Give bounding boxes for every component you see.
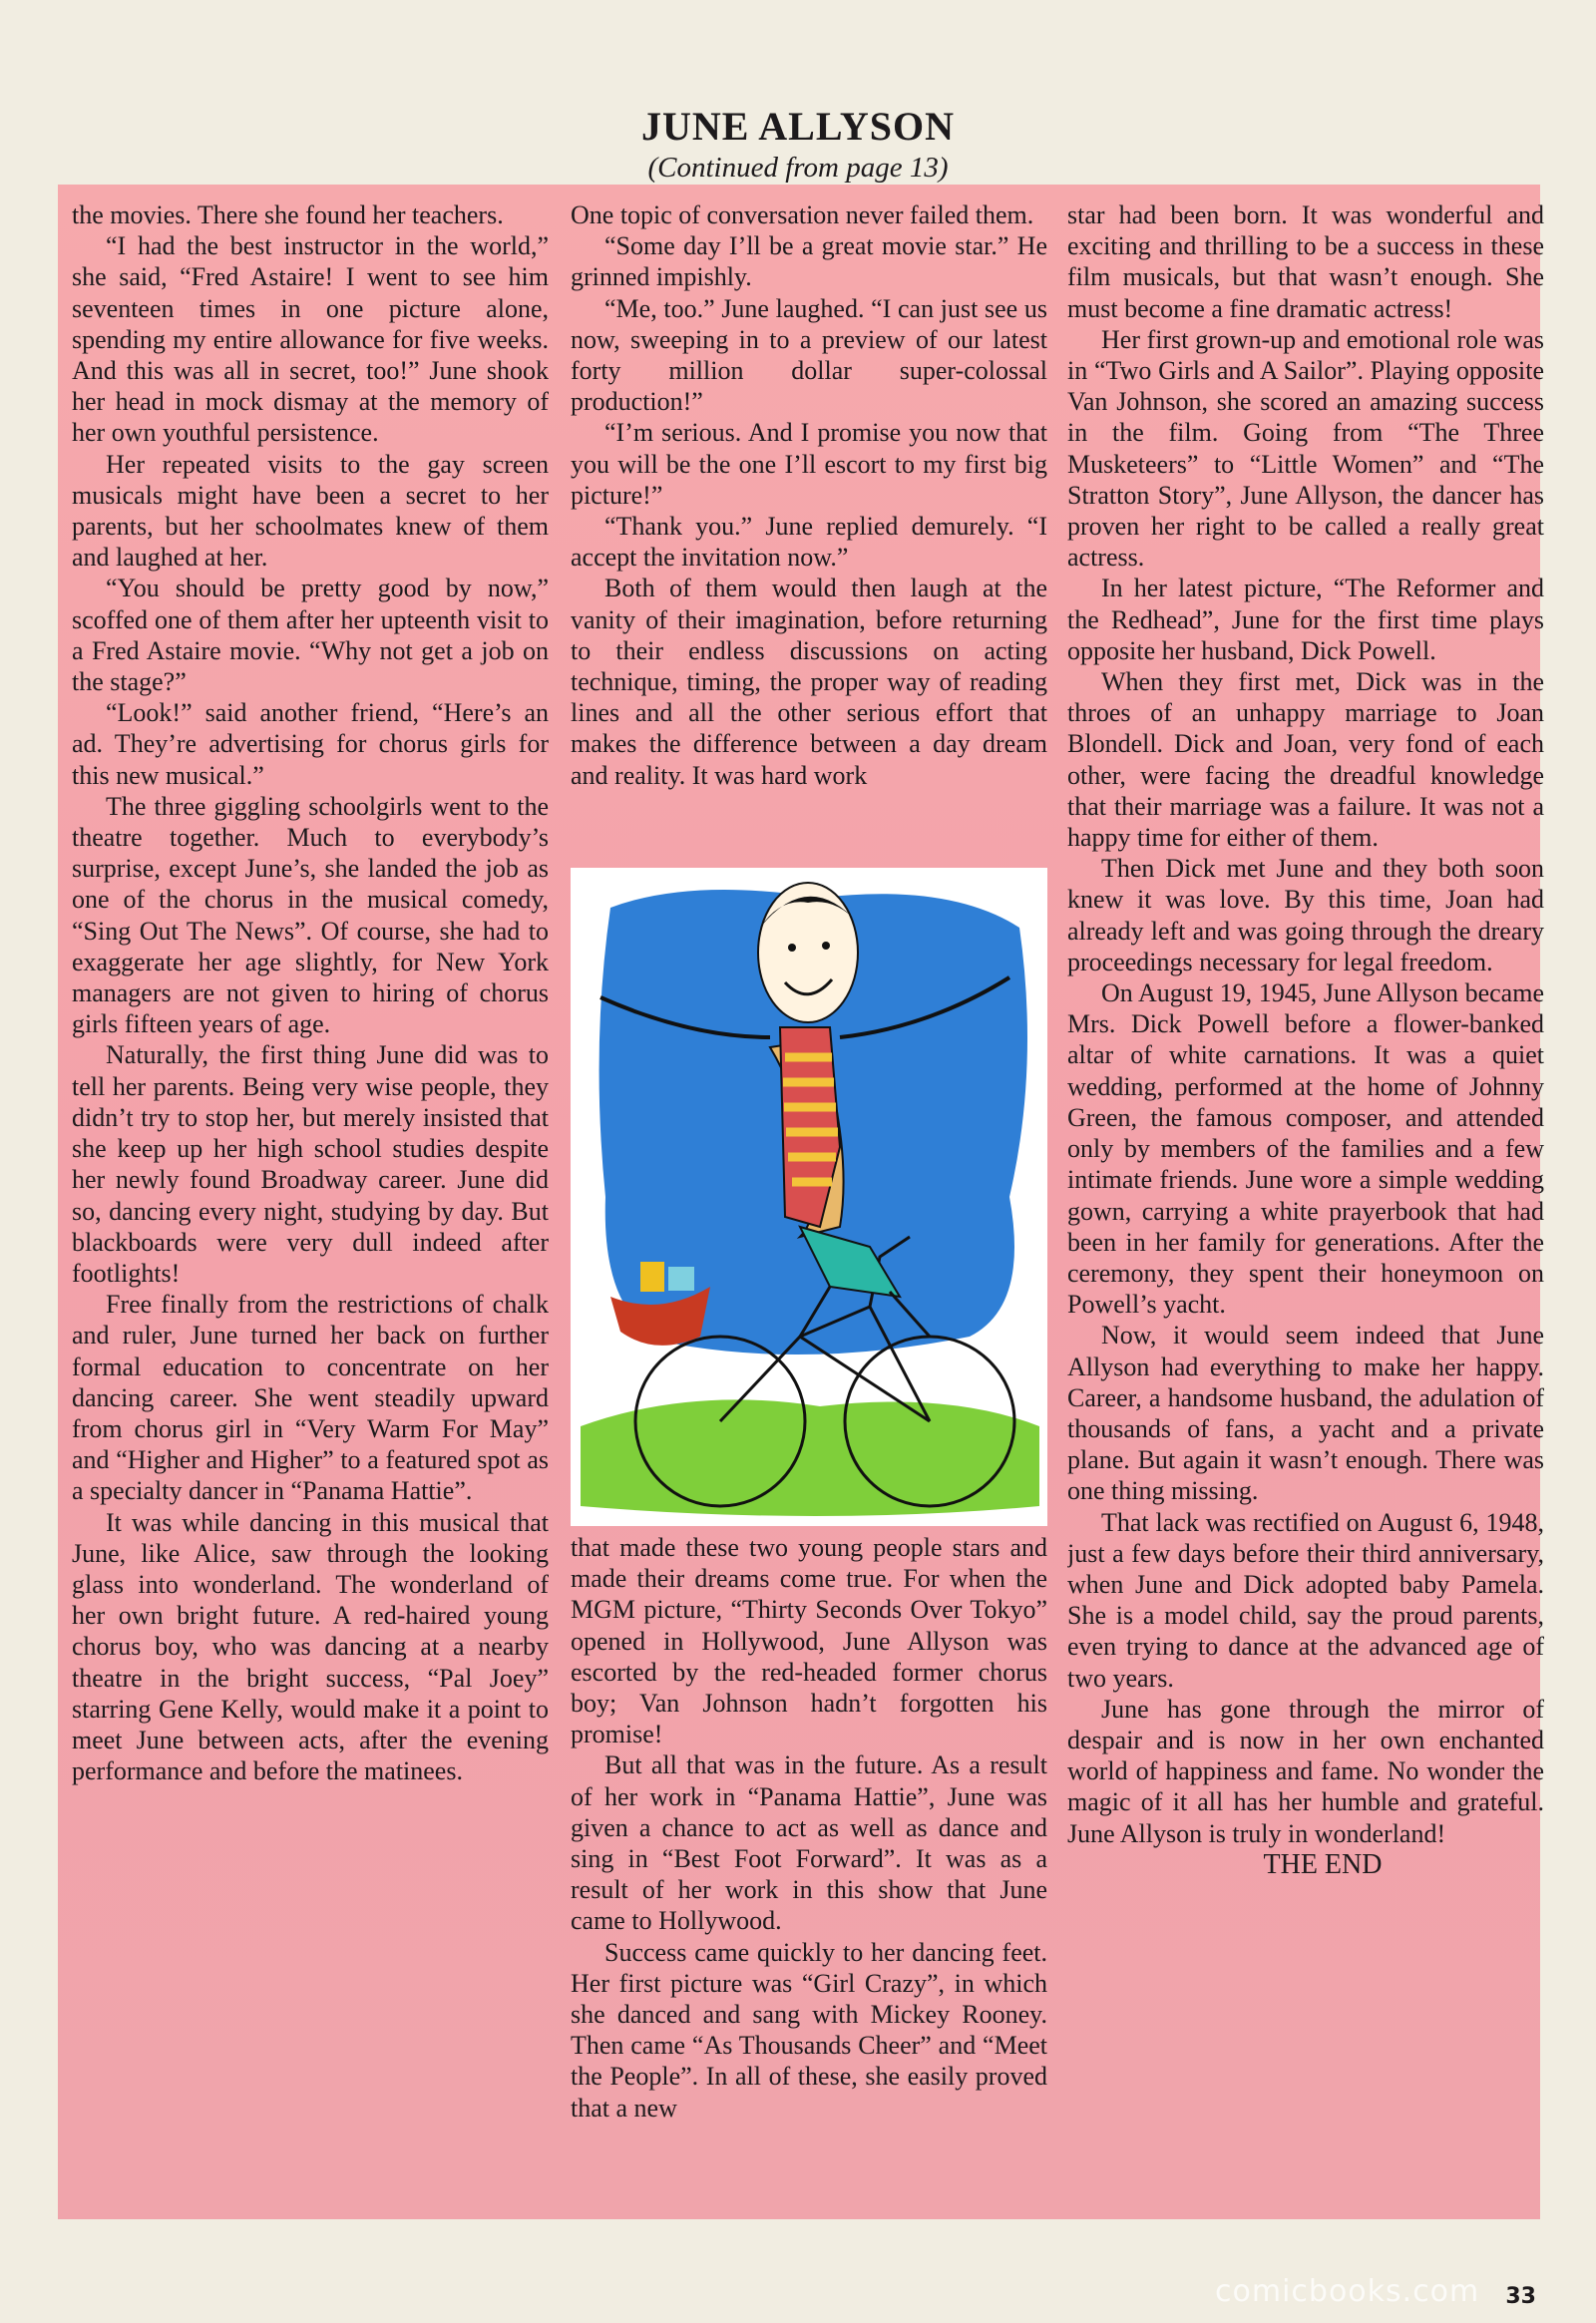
paragraph: Naturally, the first thing June did was to tell her parents. Being very wise people, they didn’t try to stop her, but merely insisted that she keep up her high school studies despite her newly found Broadway career. June did so, dancing every night, studying by day. But blackboards were very dull indeed after footlights!: [72, 1040, 549, 1288]
paragraph: “I’m serious. And I promise you now that you will be the one I’ll escort to my first big picture!”: [571, 418, 1047, 510]
paragraph: Her repeated visits to the gay screen musicals might have been a secret to her parents, but her schoolmates knew of them and laughed at her.: [72, 449, 549, 573]
continued-note: (Continued from page 13): [647, 152, 949, 184]
paragraph: that made these two young people stars and made their dreams come true. For when the MGM picture, “Thirty Seconds Over Tokyo” opened in Hollywood, June Allyson was escorted by the red-headed former chorus boy; Van Johnson hadn’t forgotten his promise!: [571, 1533, 1047, 1749]
paragraph: “Me, too.” June laughed. “I can just see us now, sweeping in to a preview of our latest forty million dollar super-colossal production!”: [571, 293, 1047, 417]
paragraph: “Look!” said another friend, “Here’s an ad. They’re advertising for chorus girls for this new musical.”: [72, 698, 549, 790]
text-column-3: [1067, 199, 1544, 2224]
paragraph: But all that was in the future. As a result of her work in “Panama Hattie”, June was given a chance to act as well as dance and sing in “Best Foot Forward”. It was as a result of her work in this show that June came to Hollywood.: [571, 1750, 1047, 1936]
paragraph: In her latest picture, “The Reformer and the Redhead”, June for the first time plays opposite her husband, Dick Powell.: [1067, 574, 1544, 665]
text-column-2: [571, 199, 1047, 2224]
paragraph: the movies. There she found her teachers.: [72, 200, 504, 229]
bicycle-illustration: [571, 868, 1047, 1526]
article-title: JUNE ALLYSON: [641, 104, 955, 149]
page-number: 33: [1505, 2284, 1536, 2309]
paragraph: It was while dancing in this musical that June, like Alice, saw through the looking glass into wonderland. The wonderland of her own bright future. A red-haired young chorus boy, who was dancing at a nearby theatre in the bright success, “Pal Joey” starring Gene Kelly, would make it a point to meet June between acts, after the evening performance and before the matinees.: [72, 1507, 549, 1786]
paragraph: Now, it would seem indeed that June Allyson had everything to make her happy. Career, a handsome husband, the adulation of thousands of fans, a yacht and a private plane. But again it wasn’t enough. There was one thing missing.: [1067, 1321, 1544, 1506]
paragraph: Both of them would then laugh at the vanity of their imagination, before returning to their endless discussions on acting technique, timing, the proper way of reading lines and all the other serious effort that makes the difference between a day dream and reality. It was hard work: [571, 574, 1047, 790]
watermark: comicbooks.com: [1215, 2274, 1480, 2309]
paragraph: star had been born. It was wonderful and exciting and thrilling to be a success in these film musicals, but that wasn’t enough. She must become a fine dramatic actress!: [1067, 200, 1544, 323]
cyclist-drawing: [571, 868, 1047, 1526]
paragraph: Free finally from the restrictions of chalk and ruler, June turned her back on further formal education to concentrate on her dancing career. She went steadily upward from chorus girl in “Very Warm For May” and “Higher and Higher” to a featured spot as a specialty dancer in “Panama Hattie”.: [72, 1290, 549, 1506]
text-column-1: [72, 199, 549, 2224]
paragraph: “Some day I’ll be a great movie star.” He grinned impishly.: [571, 231, 1047, 292]
column-2-upper: [571, 199, 1047, 860]
paragraph: That lack was rectified on August 6, 1948, just a few days before their third anniversary, when June and Dick adopted baby Pamela. She is a model child, say the proud parents, even trying to dance at the advanced age of two years.: [1067, 1507, 1544, 1693]
paragraph: On August 19, 1945, June Allyson became Mrs. Dick Powell before a flower-banked altar of white carnations. It was a quiet wedding, performed at the home of Johnny Green, the famous composer, and attended only by members of the families and a few intimate friends. June wore a simple wedding gown, carrying a white prayerbook that had been in her family for generations. After the ceremony, they spent their honeymoon on Powell’s yacht.: [1067, 978, 1544, 1320]
paragraph: Success came quickly to her dancing feet. Her first picture was “Girl Crazy”, in which she danced and sang with Mickey Rooney. Then came “As Thousands Cheer” and “Meet the People”. In all of these, she easily proved that a new: [571, 1937, 1047, 2123]
paragraph: One topic of conversation never failed them.: [571, 200, 1034, 229]
paragraph: “You should be pretty good by now,” scoffed one of them after her upteenth visit to a Fred Astaire movie. “Why not get a job on the stage?”: [72, 574, 549, 697]
paragraph: “Thank you.” June replied demurely. “I accept the invitation now.”: [571, 512, 1047, 573]
end-marker: THE END: [1263, 1848, 1383, 1880]
paragraph: Her first grown-up and emotional role was in “Two Girls and A Sailor”. Playing opposite Van Johnson, she scored an amazing success in the film. Going from “The Three Musketeers” to “Little Women” and “The Stratton Story”, June Allyson, the dancer has proven her right to be called a really great actress.: [1067, 324, 1544, 573]
paragraph: The three giggling schoolgirls went to the theatre together. Much to everybody’s surprise, except June’s, she landed the job as one of the chorus in the musical comedy, “Sing Out The News”. Of course, she had to exaggerate her age slightly, for New York managers are not given to hiring of chorus girls fifteen years of age.: [72, 791, 549, 1039]
paragraph: “I had the best instructor in the world,” she said, “Fred Astaire! I went to see him seventeen times in one picture alone, spending my entire allowance for five weeks. And this was all in secret, too!” June shook her head in mock dismay at the memory of her own youthful persistence.: [72, 231, 549, 448]
paragraph: June has gone through the mirror of despair and is now in her own enchanted world of happiness and fame. No wonder the magic of it all has her humble and grateful. June Allyson is truly in wonderland!: [1067, 1694, 1544, 1848]
paragraph: Then Dick met June and they both soon knew it was love. By this time, Joan had already left and was going through the dreary proceedings necessary for legal freedom.: [1067, 854, 1544, 976]
article-header: [0, 105, 1596, 185]
paragraph: When they first met, Dick was in the throes of an unhappy marriage to Joan Blondell. Dick and Joan, very fond of each other, were facing the dreadful knowledge that their marriage was a failure. It was not a happy time for either of them.: [1067, 667, 1544, 853]
